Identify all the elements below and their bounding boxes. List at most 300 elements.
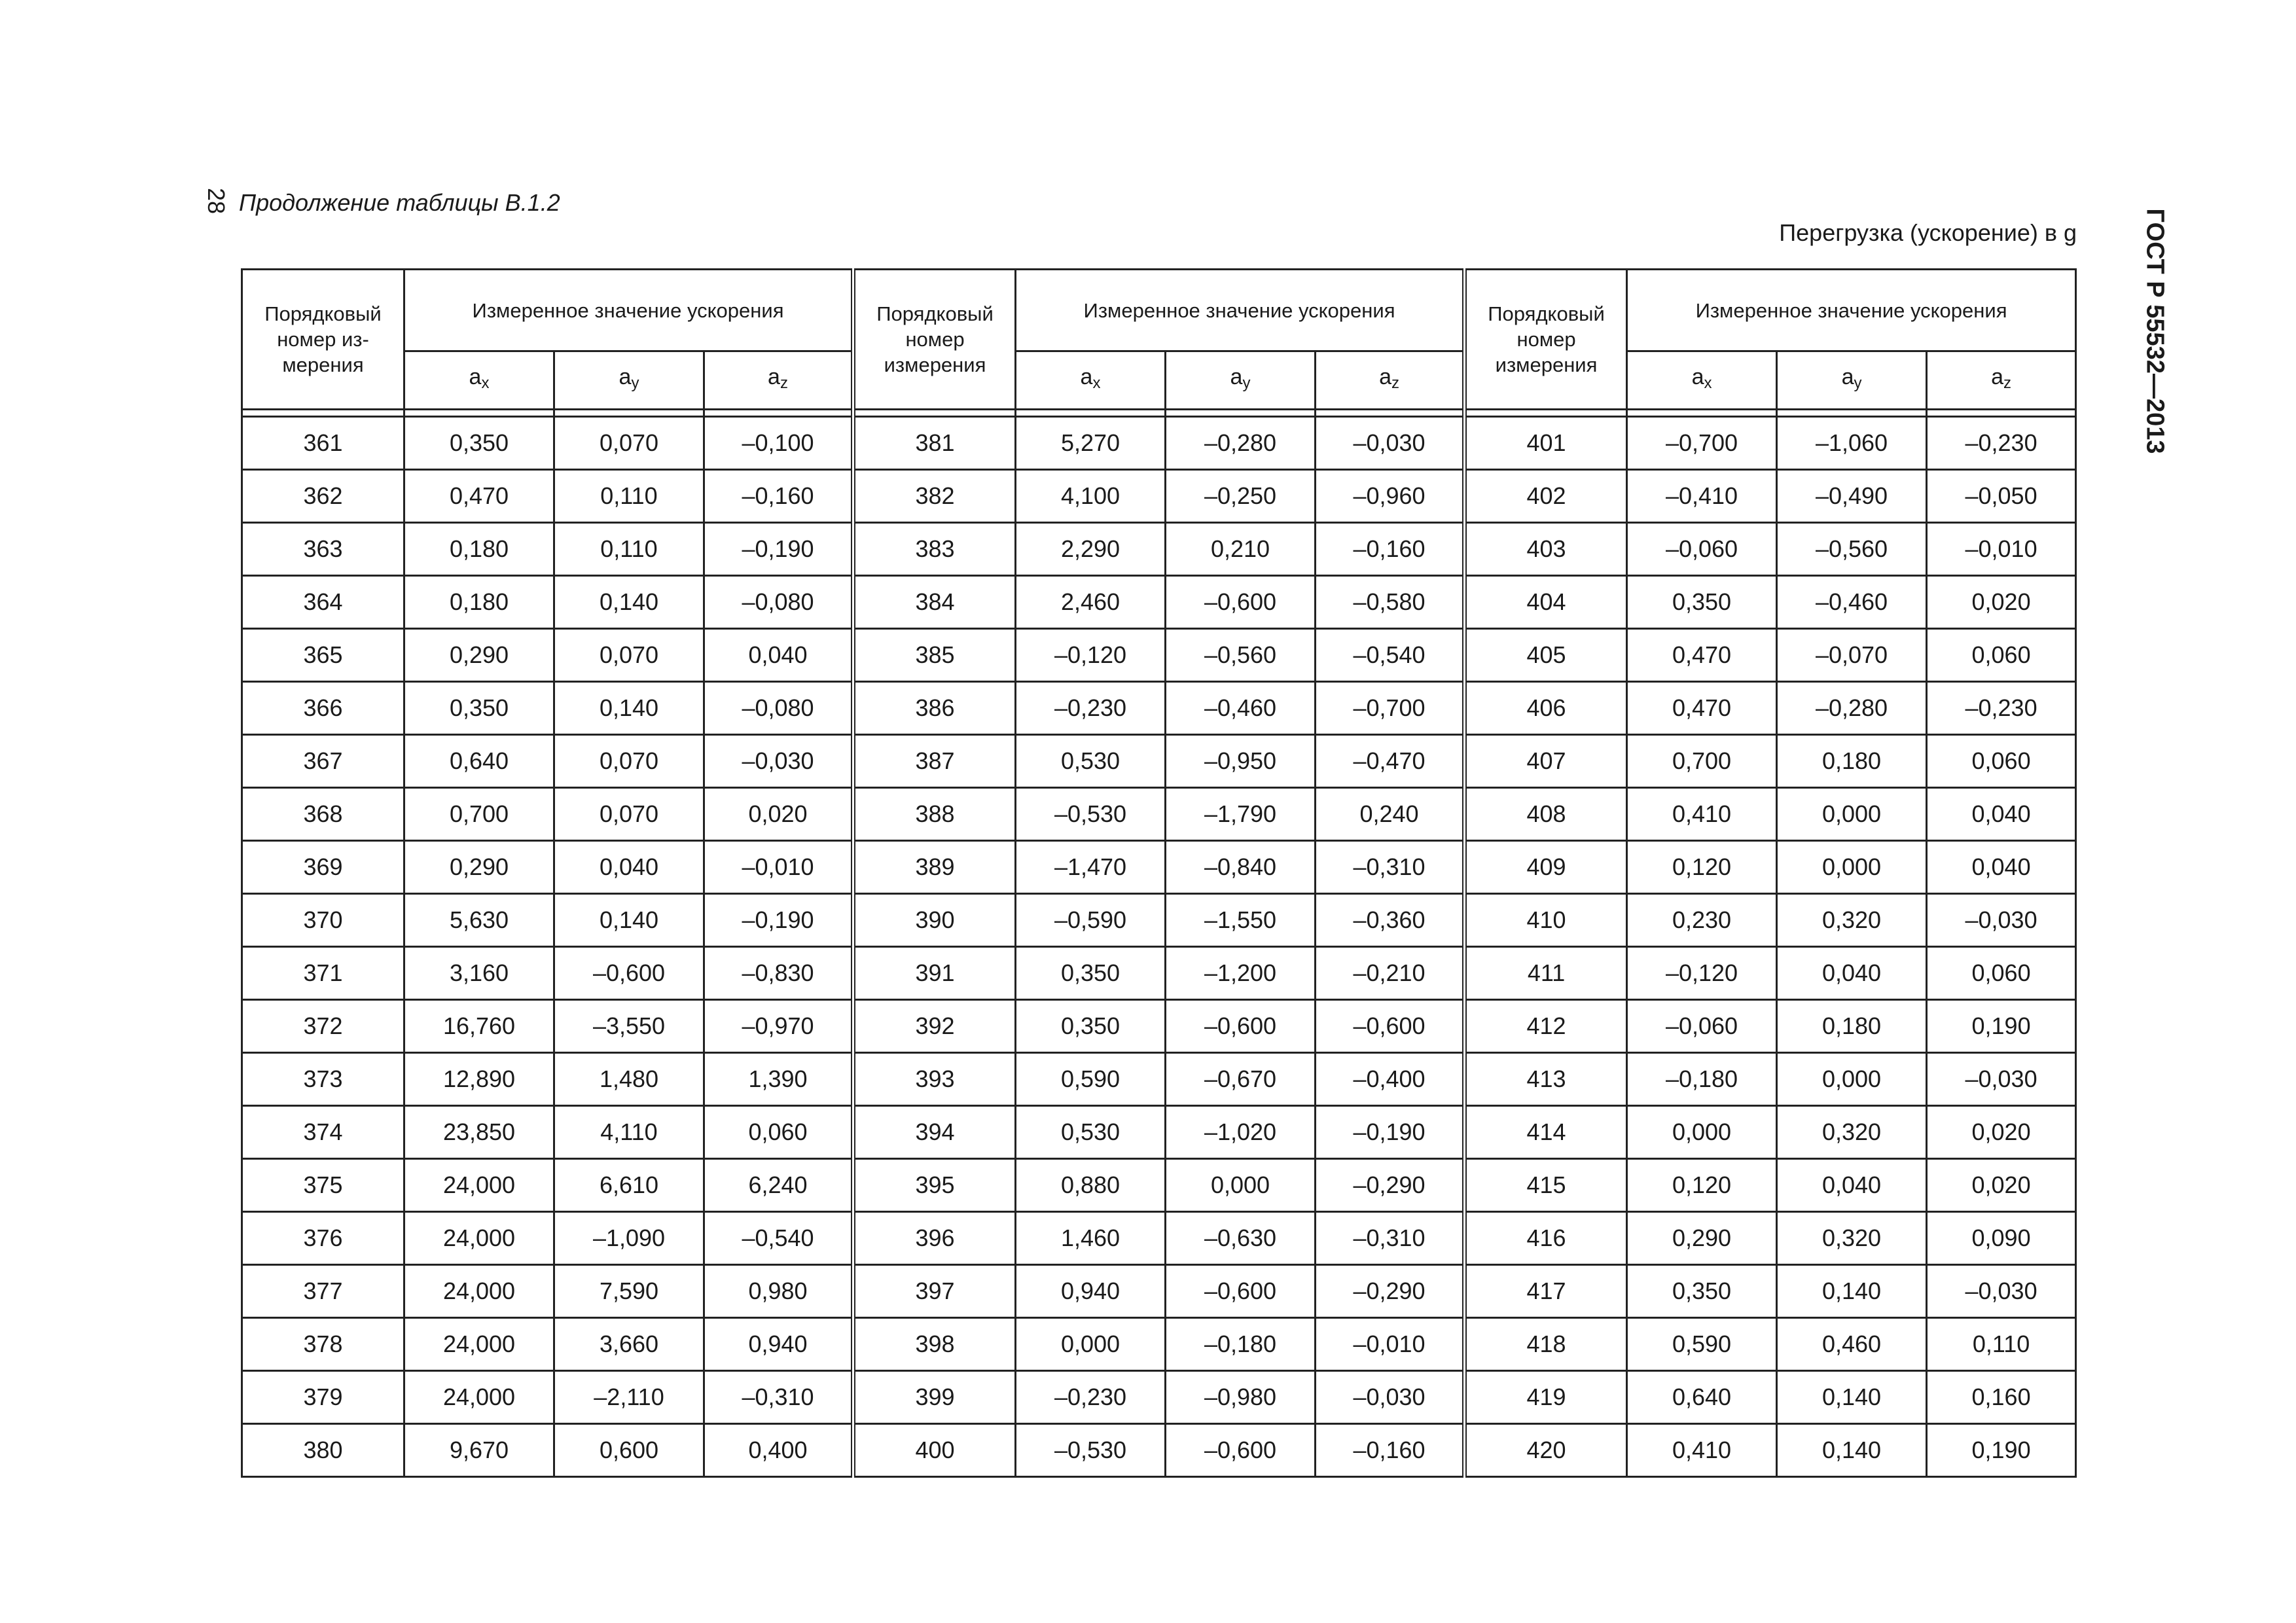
acceleration-value-cell: –0,560 [1777, 523, 1927, 576]
acceleration-value-cell: 0,000 [1016, 1318, 1166, 1371]
measurement-index-cell: 389 [853, 841, 1016, 894]
measurement-index-cell: 367 [242, 735, 404, 788]
acceleration-value-cell: –0,630 [1166, 1212, 1316, 1265]
acceleration-value-cell: –0,010 [1927, 523, 2076, 576]
axis-sub: y [631, 374, 639, 392]
acceleration-value-cell: 0,470 [404, 470, 554, 523]
axis-sub: z [1391, 374, 1399, 392]
table-caption: Продолжение таблицы В.1.2 [239, 189, 560, 216]
acceleration-value-cell: 0,210 [1166, 523, 1316, 576]
measurement-index-cell: 396 [853, 1212, 1016, 1265]
acceleration-value-cell: 0,290 [1627, 1212, 1777, 1265]
acceleration-value-cell: 0,530 [1016, 735, 1166, 788]
acceleration-value-cell: –0,120 [1627, 947, 1777, 1000]
header-row-2 [242, 351, 2076, 410]
measurement-index-cell: 380 [242, 1424, 404, 1477]
acceleration-value-cell: 0,060 [1927, 947, 2076, 1000]
measurement-index-cell: 377 [242, 1265, 404, 1318]
measurement-index-cell: 366 [242, 682, 404, 735]
acceleration-value-cell: –0,060 [1627, 523, 1777, 576]
measurement-index-cell: 390 [853, 894, 1016, 947]
measurement-index-cell: 374 [242, 1106, 404, 1159]
acceleration-value-cell: 0,140 [554, 682, 704, 735]
axis-base: a [469, 365, 482, 389]
table-row [242, 841, 2076, 894]
acceleration-value-cell: –0,210 [1316, 947, 1465, 1000]
measurement-index-cell: 364 [242, 576, 404, 629]
table-row [242, 788, 2076, 841]
acceleration-value-cell: 0,140 [1777, 1424, 1927, 1477]
acceleration-value-cell: 0,000 [1777, 841, 1927, 894]
measurement-index-cell: 385 [853, 629, 1016, 682]
acceleration-value-cell: 0,410 [1627, 1424, 1777, 1477]
header-separator [242, 410, 2076, 417]
axis-sub: x [1704, 374, 1712, 392]
acceleration-value-cell: 6,240 [704, 1159, 853, 1212]
acceleration-value-cell: –0,460 [1777, 576, 1927, 629]
measurement-index-cell: 386 [853, 682, 1016, 735]
header-row-1 [242, 270, 2076, 351]
acceleration-value-cell: –0,360 [1316, 894, 1465, 947]
acceleration-value-cell: 0,350 [1627, 1265, 1777, 1318]
acceleration-value-cell: 0,120 [1627, 841, 1777, 894]
acceleration-value-cell: –0,280 [1777, 682, 1927, 735]
axis-sub: x [1092, 374, 1101, 392]
acceleration-value-cell: 0,180 [1777, 735, 1927, 788]
acceleration-value-cell: –0,280 [1166, 417, 1316, 470]
axis-sub: x [481, 374, 490, 392]
acceleration-value-cell: –0,030 [704, 735, 853, 788]
measurement-index-cell: 402 [1465, 470, 1627, 523]
axis-base: a [1841, 365, 1854, 389]
table-row [242, 947, 2076, 1000]
table-row [242, 1106, 2076, 1159]
value-header-2: Измеренное значение ускорения [1016, 270, 1465, 351]
measurement-index-cell: 405 [1465, 629, 1627, 682]
measurement-index-cell: 379 [242, 1371, 404, 1424]
table-row [242, 682, 2076, 735]
acceleration-value-cell: 0,180 [404, 576, 554, 629]
table-row [242, 629, 2076, 682]
acceleration-value-cell: –0,290 [1316, 1265, 1465, 1318]
measurement-index-cell: 370 [242, 894, 404, 947]
acceleration-value-cell: –0,970 [704, 1000, 853, 1053]
axis-base: a [619, 365, 632, 389]
acceleration-value-cell: 0,350 [404, 682, 554, 735]
measurement-index-cell: 400 [853, 1424, 1016, 1477]
acceleration-value-cell: 3,660 [554, 1318, 704, 1371]
acceleration-value-cell: –1,200 [1166, 947, 1316, 1000]
axis-header [1166, 351, 1316, 410]
acceleration-value-cell: –0,160 [1316, 1424, 1465, 1477]
measurement-index-cell: 410 [1465, 894, 1627, 947]
acceleration-value-cell: 0,410 [1627, 788, 1777, 841]
measurement-index-cell: 376 [242, 1212, 404, 1265]
acceleration-value-cell: 0,160 [1927, 1371, 2076, 1424]
axis-base: a [1691, 365, 1704, 389]
measurement-index-cell: 387 [853, 735, 1016, 788]
acceleration-value-cell: –3,550 [554, 1000, 704, 1053]
acceleration-value-cell: –0,700 [1627, 417, 1777, 470]
acceleration-value-cell: –0,060 [1627, 1000, 1777, 1053]
table-row [242, 1159, 2076, 1212]
acceleration-value-cell: 0,000 [1627, 1106, 1777, 1159]
acceleration-value-cell: –0,160 [704, 470, 853, 523]
acceleration-value-cell: 0,180 [404, 523, 554, 576]
acceleration-value-cell: –0,050 [1927, 470, 2076, 523]
measurement-index-cell: 394 [853, 1106, 1016, 1159]
axis-header [1316, 351, 1465, 410]
axis-header [1627, 351, 1777, 410]
measurement-index-cell: 388 [853, 788, 1016, 841]
acceleration-value-cell: 0,070 [554, 788, 704, 841]
acceleration-value-cell: –0,530 [1016, 1424, 1166, 1477]
measurement-index-cell: 361 [242, 417, 404, 470]
acceleration-value-cell: 0,070 [554, 735, 704, 788]
table-row [242, 1265, 2076, 1318]
acceleration-value-cell: –0,580 [1316, 576, 1465, 629]
measurement-index-cell: 419 [1465, 1371, 1627, 1424]
measurement-index-cell: 393 [853, 1053, 1016, 1106]
measurement-index-cell: 407 [1465, 735, 1627, 788]
acceleration-value-cell: –0,830 [704, 947, 853, 1000]
acceleration-value-cell: 0,060 [704, 1106, 853, 1159]
measurement-index-cell: 375 [242, 1159, 404, 1212]
acceleration-value-cell: –0,400 [1316, 1053, 1465, 1106]
axis-base: a [1379, 365, 1391, 389]
acceleration-value-cell: 0,190 [1927, 1424, 2076, 1477]
measurement-index-cell: 383 [853, 523, 1016, 576]
acceleration-value-cell: –0,600 [1166, 1424, 1316, 1477]
acceleration-value-cell: –0,310 [1316, 1212, 1465, 1265]
measurement-index-cell: 382 [853, 470, 1016, 523]
index-header-2: Порядковый номер измерения [853, 270, 1016, 410]
document-code: ГОСТ Р 55532—2013 [2141, 208, 2169, 454]
acceleration-value-cell: –0,540 [1316, 629, 1465, 682]
acceleration-value-cell: –0,310 [1316, 841, 1465, 894]
axis-base: a [1991, 365, 2003, 389]
value-header-1: Измеренное значение ускорения [404, 270, 853, 351]
measurement-index-cell: 363 [242, 523, 404, 576]
acceleration-value-cell: 0,140 [1777, 1265, 1927, 1318]
acceleration-value-cell: –0,560 [1166, 629, 1316, 682]
acceleration-value-cell: –0,460 [1166, 682, 1316, 735]
acceleration-value-cell: –0,590 [1016, 894, 1166, 947]
acceleration-value-cell: 0,140 [554, 894, 704, 947]
measurement-index-cell: 392 [853, 1000, 1016, 1053]
measurement-index-cell: 399 [853, 1371, 1016, 1424]
measurement-index-cell: 372 [242, 1000, 404, 1053]
acceleration-value-cell: 0,640 [404, 735, 554, 788]
acceleration-value-cell: –1,060 [1777, 417, 1927, 470]
acceleration-value-cell: 0,140 [1777, 1371, 1927, 1424]
acceleration-value-cell: 0,020 [1927, 1106, 2076, 1159]
acceleration-value-cell: –0,030 [1316, 1371, 1465, 1424]
measurement-index-cell: 395 [853, 1159, 1016, 1212]
acceleration-value-cell: 24,000 [404, 1371, 554, 1424]
acceleration-value-cell: –0,010 [1316, 1318, 1465, 1371]
acceleration-value-cell: 0,110 [1927, 1318, 2076, 1371]
acceleration-value-cell: 9,670 [404, 1424, 554, 1477]
table-row [242, 1000, 2076, 1053]
acceleration-value-cell: 0,070 [554, 629, 704, 682]
acceleration-value-cell: 0,000 [1777, 1053, 1927, 1106]
acceleration-value-cell: 0,600 [554, 1424, 704, 1477]
acceleration-value-cell: –0,180 [1166, 1318, 1316, 1371]
axis-header [1016, 351, 1166, 410]
measurement-index-cell: 411 [1465, 947, 1627, 1000]
acceleration-value-cell: –0,950 [1166, 735, 1316, 788]
acceleration-value-cell: –0,530 [1016, 788, 1166, 841]
acceleration-value-cell: –1,020 [1166, 1106, 1316, 1159]
table-row [242, 523, 2076, 576]
axis-sub: z [2003, 374, 2011, 392]
acceleration-value-cell: –0,030 [1927, 1265, 2076, 1318]
measurement-index-cell: 417 [1465, 1265, 1627, 1318]
axis-sub: y [1854, 374, 1862, 392]
acceleration-value-cell: 4,110 [554, 1106, 704, 1159]
acceleration-value-cell: 0,230 [1627, 894, 1777, 947]
acceleration-value-cell: –2,110 [554, 1371, 704, 1424]
acceleration-value-cell: –0,190 [1316, 1106, 1465, 1159]
acceleration-value-cell: –0,230 [1927, 682, 2076, 735]
acceleration-value-cell: –0,600 [1166, 1265, 1316, 1318]
acceleration-value-cell: 0,040 [1777, 947, 1927, 1000]
acceleration-value-cell: –0,230 [1016, 682, 1166, 735]
acceleration-value-cell: 0,530 [1016, 1106, 1166, 1159]
acceleration-value-cell: –0,160 [1316, 523, 1465, 576]
acceleration-value-cell: –0,600 [1316, 1000, 1465, 1053]
measurement-index-cell: 398 [853, 1318, 1016, 1371]
table-row [242, 470, 2076, 523]
acceleration-value-cell: –0,080 [704, 682, 853, 735]
measurement-index-cell: 416 [1465, 1212, 1627, 1265]
axis-base: a [1080, 365, 1093, 389]
acceleration-value-cell: 0,350 [1016, 1000, 1166, 1053]
acceleration-value-cell: 0,060 [1927, 735, 2076, 788]
acceleration-value-cell: –0,540 [704, 1212, 853, 1265]
measurement-index-cell: 381 [853, 417, 1016, 470]
acceleration-value-cell: 0,460 [1777, 1318, 1927, 1371]
acceleration-value-cell: 0,350 [1016, 947, 1166, 1000]
acceleration-value-cell: –0,010 [704, 841, 853, 894]
acceleration-value-cell: 0,180 [1777, 1000, 1927, 1053]
acceleration-value-cell: 7,590 [554, 1265, 704, 1318]
measurement-index-cell: 397 [853, 1265, 1016, 1318]
acceleration-value-cell: –1,550 [1166, 894, 1316, 947]
measurement-index-cell: 369 [242, 841, 404, 894]
acceleration-value-cell: 1,480 [554, 1053, 704, 1106]
acceleration-value-cell: 0,880 [1016, 1159, 1166, 1212]
measurement-index-cell: 408 [1465, 788, 1627, 841]
measurement-index-cell: 413 [1465, 1053, 1627, 1106]
acceleration-value-cell: 0,120 [1627, 1159, 1777, 1212]
axis-header [404, 351, 554, 410]
acceleration-value-cell: 2,290 [1016, 523, 1166, 576]
acceleration-value-cell: 24,000 [404, 1265, 554, 1318]
document-code-block [2135, 194, 2174, 469]
acceleration-value-cell: 0,140 [554, 576, 704, 629]
acceleration-value-cell: 2,460 [1016, 576, 1166, 629]
acceleration-value-cell: –0,980 [1166, 1371, 1316, 1424]
acceleration-value-cell: –0,030 [1316, 417, 1465, 470]
axis-base: a [768, 365, 780, 389]
acceleration-value-cell: 3,160 [404, 947, 554, 1000]
table-row [242, 576, 2076, 629]
measurement-index-cell: 384 [853, 576, 1016, 629]
acceleration-value-cell: 0,060 [1927, 629, 2076, 682]
acceleration-value-cell: 0,700 [1627, 735, 1777, 788]
acceleration-value-cell: 0,290 [404, 841, 554, 894]
acceleration-value-cell: –0,600 [1166, 1000, 1316, 1053]
acceleration-value-cell: 0,350 [404, 417, 554, 470]
acceleration-value-cell: 0,320 [1777, 894, 1927, 947]
table-row [242, 735, 2076, 788]
acceleration-value-cell: 0,020 [1927, 576, 2076, 629]
acceleration-table [241, 268, 2077, 1478]
table-row [242, 1371, 2076, 1424]
acceleration-value-cell: 0,040 [554, 841, 704, 894]
measurement-index-cell: 401 [1465, 417, 1627, 470]
acceleration-value-cell: –0,030 [1927, 1053, 2076, 1106]
acceleration-value-cell: 12,890 [404, 1053, 554, 1106]
acceleration-value-cell: 0,470 [1627, 682, 1777, 735]
measurement-index-cell: 406 [1465, 682, 1627, 735]
acceleration-value-cell: –1,090 [554, 1212, 704, 1265]
acceleration-value-cell: –0,100 [704, 417, 853, 470]
measurement-index-cell: 404 [1465, 576, 1627, 629]
table-row [242, 1053, 2076, 1106]
acceleration-value-cell: 0,700 [404, 788, 554, 841]
measurement-index-cell: 391 [853, 947, 1016, 1000]
units-note: Перегрузка (ускорение) в g [1779, 219, 2077, 246]
axis-header [1927, 351, 2076, 410]
acceleration-value-cell: 0,090 [1927, 1212, 2076, 1265]
acceleration-value-cell: 0,020 [704, 788, 853, 841]
acceleration-value-cell: 0,400 [704, 1424, 853, 1477]
acceleration-value-cell: –0,030 [1927, 894, 2076, 947]
acceleration-value-cell: 0,940 [1016, 1265, 1166, 1318]
axis-header [704, 351, 853, 410]
measurement-index-cell: 373 [242, 1053, 404, 1106]
acceleration-value-cell: 16,760 [404, 1000, 554, 1053]
measurement-index-cell: 412 [1465, 1000, 1627, 1053]
acceleration-value-cell: –0,600 [1166, 576, 1316, 629]
measurement-index-cell: 403 [1465, 523, 1627, 576]
measurement-index-cell: 415 [1465, 1159, 1627, 1212]
acceleration-value-cell: 24,000 [404, 1159, 554, 1212]
index-header-3: Порядковый номер измерения [1465, 270, 1627, 410]
acceleration-value-cell: 0,110 [554, 523, 704, 576]
acceleration-value-cell: –0,670 [1166, 1053, 1316, 1106]
acceleration-value-cell: 4,100 [1016, 470, 1166, 523]
table-row [242, 1318, 2076, 1371]
table-row [242, 894, 2076, 947]
acceleration-value-cell: –0,410 [1627, 470, 1777, 523]
acceleration-value-cell: –0,120 [1016, 629, 1166, 682]
acceleration-value-cell: –0,230 [1016, 1371, 1166, 1424]
acceleration-value-cell: 0,320 [1777, 1106, 1927, 1159]
axis-header [1777, 351, 1927, 410]
axis-sub: z [780, 374, 788, 392]
acceleration-value-cell: 0,040 [1927, 841, 2076, 894]
acceleration-value-cell: 0,020 [1927, 1159, 2076, 1212]
acceleration-value-cell: 0,980 [704, 1265, 853, 1318]
acceleration-value-cell: 6,610 [554, 1159, 704, 1212]
acceleration-value-cell: –0,840 [1166, 841, 1316, 894]
acceleration-value-cell: –0,600 [554, 947, 704, 1000]
measurement-index-cell: 420 [1465, 1424, 1627, 1477]
acceleration-value-cell: –0,250 [1166, 470, 1316, 523]
acceleration-value-cell: 0,040 [1777, 1159, 1927, 1212]
acceleration-value-cell: 1,460 [1016, 1212, 1166, 1265]
acceleration-value-cell: –0,190 [704, 523, 853, 576]
acceleration-value-cell: –1,470 [1016, 841, 1166, 894]
measurement-index-cell: 409 [1465, 841, 1627, 894]
acceleration-value-cell: 24,000 [404, 1212, 554, 1265]
acceleration-value-cell: 23,850 [404, 1106, 554, 1159]
measurement-index-cell: 362 [242, 470, 404, 523]
acceleration-value-cell: 0,640 [1627, 1371, 1777, 1424]
acceleration-value-cell: 0,110 [554, 470, 704, 523]
acceleration-value-cell: –0,080 [704, 576, 853, 629]
measurement-index-cell: 365 [242, 629, 404, 682]
measurement-index-cell: 414 [1465, 1106, 1627, 1159]
acceleration-value-cell: 0,000 [1166, 1159, 1316, 1212]
table-body [242, 417, 2076, 1477]
acceleration-value-cell: –0,070 [1777, 629, 1927, 682]
axis-header [554, 351, 704, 410]
acceleration-value-cell: –1,790 [1166, 788, 1316, 841]
acceleration-value-cell: 0,320 [1777, 1212, 1927, 1265]
acceleration-value-cell: –0,180 [1627, 1053, 1777, 1106]
axis-base: a [1230, 365, 1243, 389]
acceleration-value-cell: 0,190 [1927, 1000, 2076, 1053]
table-row [242, 1212, 2076, 1265]
acceleration-value-cell: 0,590 [1016, 1053, 1166, 1106]
measurement-index-cell: 368 [242, 788, 404, 841]
acceleration-value-cell: –0,310 [704, 1371, 853, 1424]
acceleration-value-cell: –0,700 [1316, 682, 1465, 735]
acceleration-value-cell: 0,290 [404, 629, 554, 682]
measurement-index-cell: 418 [1465, 1318, 1627, 1371]
acceleration-value-cell: –0,230 [1927, 417, 2076, 470]
acceleration-value-cell: –0,960 [1316, 470, 1465, 523]
acceleration-value-cell: 0,040 [1927, 788, 2076, 841]
axis-sub: y [1242, 374, 1251, 392]
measurement-index-cell: 378 [242, 1318, 404, 1371]
acceleration-value-cell: 0,240 [1316, 788, 1465, 841]
acceleration-value-cell: 0,040 [704, 629, 853, 682]
acceleration-value-cell: –0,290 [1316, 1159, 1465, 1212]
acceleration-value-cell: 0,940 [704, 1318, 853, 1371]
measurement-index-cell: 371 [242, 947, 404, 1000]
acceleration-value-cell: 0,590 [1627, 1318, 1777, 1371]
table-row [242, 417, 2076, 470]
acceleration-value-cell: 5,270 [1016, 417, 1166, 470]
acceleration-value-cell: –0,190 [704, 894, 853, 947]
acceleration-value-cell: 5,630 [404, 894, 554, 947]
page-number: 28 [203, 187, 230, 215]
acceleration-value-cell: 0,470 [1627, 629, 1777, 682]
acceleration-value-cell: 0,070 [554, 417, 704, 470]
acceleration-value-cell: 0,000 [1777, 788, 1927, 841]
acceleration-value-cell: 1,390 [704, 1053, 853, 1106]
value-header-3: Измеренное значение ускорения [1627, 270, 2076, 351]
index-header-1: Порядковый номер из-мерения [242, 270, 404, 410]
acceleration-value-cell: –0,470 [1316, 735, 1465, 788]
acceleration-value-cell: 0,350 [1627, 576, 1777, 629]
